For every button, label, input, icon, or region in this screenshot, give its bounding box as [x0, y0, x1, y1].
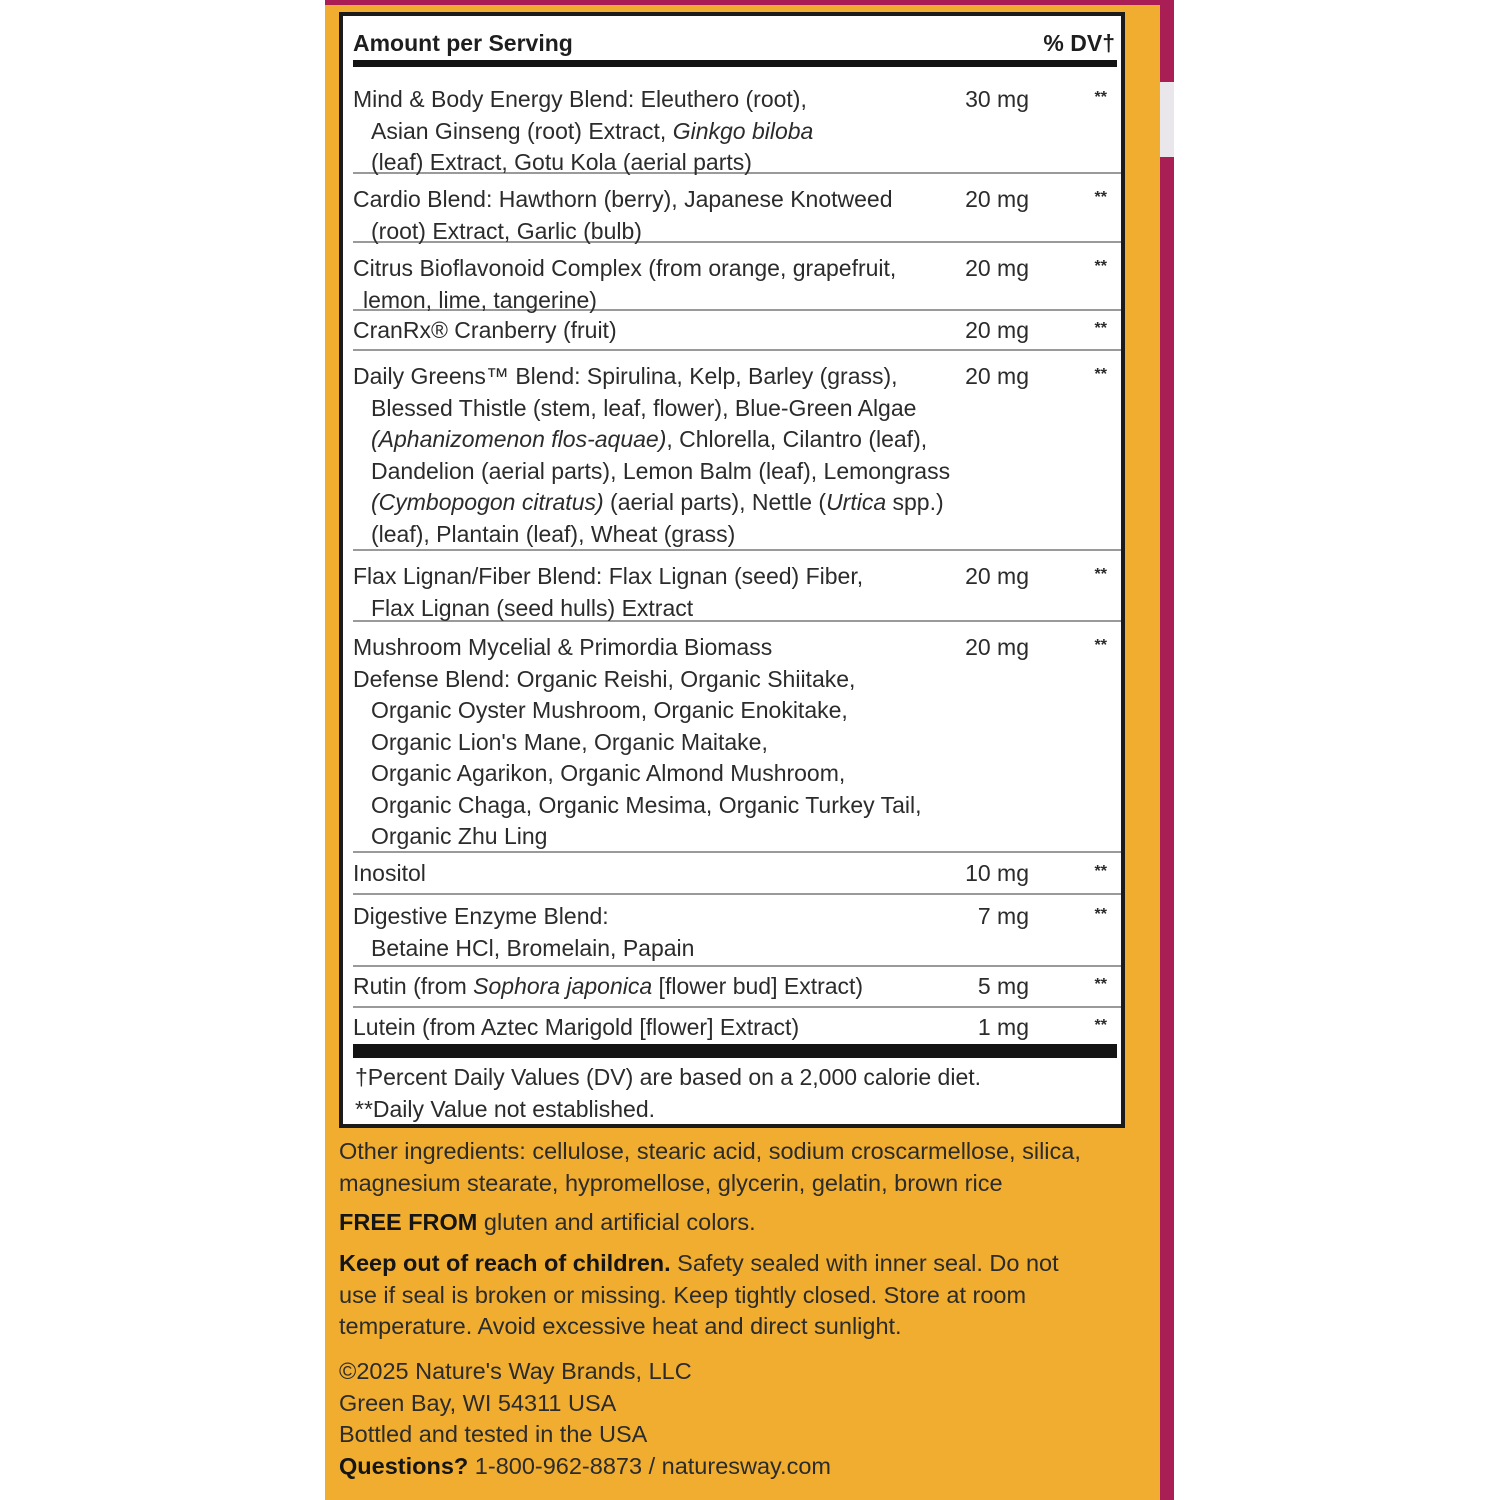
- ingredient-amount: 20 mg: [965, 255, 1029, 281]
- copyright: ©2025 Nature's Way Brands, LLC: [339, 1358, 692, 1384]
- dv-footnote: †Percent Daily Values (DV) are based on a 2,000 calorie diet.: [355, 1064, 982, 1090]
- ingredient-line: Asian Ginseng (root) Extract, Ginkgo biloba: [371, 117, 814, 144]
- table-row: [353, 243, 1121, 311]
- ingredient-amount: 1 mg: [977, 1014, 1029, 1040]
- table-row: [353, 853, 1121, 895]
- questions-label: Questions?: [339, 1452, 469, 1479]
- ingredient-name: [353, 253, 923, 316]
- ingredient-name: [353, 184, 923, 247]
- ingredient-name: [353, 361, 951, 550]
- ingredient-line: Organic Lion's Mane, Organic Maitake,: [371, 728, 768, 755]
- table-row: [353, 967, 1121, 1008]
- warning-label: Keep out of reach of children.: [339, 1250, 671, 1276]
- other-ingredients: Other ingredients: cellulose, stearic acid, sodium croscarmellose, silica, magnesium stearate, hypromellose, glycerin, gelatin, brown rice: [339, 1138, 1081, 1196]
- ingredient-dv: **: [1094, 366, 1107, 383]
- ingredient-line: Organic Zhu Ling: [371, 823, 548, 849]
- ingredient-line: Lutein (from Aztec Marigold [flower] Extract): [353, 1014, 800, 1040]
- ingredient-line: Flax Lignan/Fiber Blend: Flax Lignan (seed) Fiber,: [353, 563, 864, 589]
- ingredient-name: [353, 858, 923, 890]
- free-from-label: FREE FROM: [339, 1209, 478, 1235]
- table-row: [353, 311, 1121, 351]
- ingredient-line: (leaf) Extract, Gotu Kola (aerial parts): [371, 149, 752, 175]
- table-row: [353, 551, 1121, 622]
- ingredient-line: Blessed Thistle (stem, leaf, flower), Blue-Green Algae: [371, 394, 917, 421]
- company-info: [339, 1356, 1139, 1482]
- ingredient-line: (leaf), Plantain (leaf), Wheat (grass): [371, 520, 736, 547]
- free-from-statement: [339, 1207, 1139, 1239]
- origin-statement: Bottled and tested in the USA: [339, 1421, 648, 1447]
- ingredient-dv: **: [1094, 976, 1107, 993]
- ingredient-amount: 10 mg: [965, 860, 1029, 886]
- ingredient-line: Organic Agarikon, Organic Almond Mushroom,: [371, 760, 846, 786]
- ingredient-dv: **: [1094, 863, 1107, 880]
- contact-info: 1-800-962-8873 / naturesway.com: [468, 1452, 831, 1479]
- facts-header: [353, 24, 1115, 60]
- ingredient-dv: **: [1094, 320, 1107, 337]
- ingredient-line: Betaine HCl, Bromelain, Papain: [371, 934, 695, 961]
- ingredient-rows: [353, 74, 1121, 1049]
- ingredient-line: Inositol: [353, 860, 426, 886]
- ingredient-name: [353, 901, 923, 964]
- ingredient-name: [353, 84, 923, 179]
- warning-statement: [339, 1248, 1099, 1343]
- ingredient-name: [353, 632, 923, 853]
- ingredient-line: Organic Oyster Mushroom, Organic Enokitake,: [371, 697, 848, 723]
- side-stripe-tab: [1160, 82, 1174, 157]
- ingredient-line: Mushroom Mycelial & Primordia Biomass: [353, 634, 773, 660]
- ingredient-line: lemon, lime, tangerine): [363, 286, 597, 313]
- ingredient-dv: **: [1094, 258, 1107, 275]
- free-from-text: gluten and artificial colors.: [477, 1209, 756, 1235]
- questions-line: [339, 1451, 1139, 1483]
- ingredient-name: [353, 315, 923, 347]
- ingredient-dv: **: [1094, 906, 1107, 923]
- table-row: [353, 622, 1121, 853]
- ingredient-line: Mind & Body Energy Blend: Eleuthero (root),: [353, 86, 807, 112]
- ingredient-amount: 20 mg: [965, 634, 1029, 660]
- dv-not-established-footnote: **Daily Value not established.: [355, 1095, 656, 1122]
- ingredient-line: Cardio Blend: Hawthorn (berry), Japanese Knotweed: [353, 186, 893, 212]
- ingredient-dv: **: [1094, 189, 1107, 206]
- company-address: Green Bay, WI 54311 USA: [339, 1389, 617, 1416]
- daily-value-heading: % DV†: [1043, 30, 1115, 56]
- table-row: [353, 895, 1121, 967]
- table-row: [353, 174, 1121, 243]
- warning-text: Safety sealed with inner seal. Do not use if seal is broken or missing. Keep tightly closed. Store at room temperature. Avoid excessive heat and direct sunlight.: [339, 1250, 1059, 1339]
- ingredient-amount: 7 mg: [977, 903, 1029, 929]
- side-stripe: [1160, 0, 1174, 1500]
- ingredient-line: Dandelion (aerial parts), Lemon Balm (leaf), Lemongrass: [371, 457, 951, 484]
- ingredient-name: [353, 971, 923, 1003]
- ingredient-line: Daily Greens™ Blend: Spirulina, Kelp, Barley (grass),: [353, 363, 898, 389]
- ingredient-line: Citrus Bioflavonoid Complex (from orange, grapefruit,: [353, 255, 897, 281]
- ingredient-line: Rutin (from Sophora japonica [flower bud] Extract): [353, 973, 864, 999]
- ingredient-line: CranRx® Cranberry (fruit): [353, 317, 617, 343]
- facts-footnotes: [355, 1062, 981, 1125]
- ingredient-dv: **: [1094, 637, 1107, 654]
- footer-rule: [353, 1044, 1117, 1058]
- table-row: [353, 351, 1121, 551]
- ingredient-dv: **: [1094, 566, 1107, 583]
- amount-per-serving-heading: Amount per Serving: [353, 30, 573, 56]
- ingredient-dv: **: [1094, 1017, 1107, 1034]
- supplement-facts-panel: [339, 12, 1125, 1128]
- table-row: [353, 74, 1121, 174]
- ingredient-amount: 5 mg: [977, 973, 1029, 999]
- ingredient-line: (Aphanizomenon flos-aquae), Chlorella, Cilantro (leaf),: [371, 426, 928, 452]
- ingredient-amount: 20 mg: [965, 563, 1029, 589]
- ingredient-line: Flax Lignan (seed hulls) Extract: [371, 594, 694, 621]
- ingredient-line: (Cymbopogon citratus) (aerial parts), Nettle (Urtica spp.): [371, 489, 944, 515]
- header-rule: [353, 60, 1117, 67]
- ingredient-line: Digestive Enzyme Blend:: [353, 903, 609, 929]
- ingredient-amount: 20 mg: [965, 363, 1029, 389]
- ingredient-amount: 20 mg: [965, 186, 1029, 212]
- ingredient-name: [353, 561, 923, 624]
- ingredient-line: (root) Extract, Garlic (bulb): [371, 217, 642, 244]
- ingredient-amount: 30 mg: [965, 86, 1029, 112]
- ingredient-name: [353, 1012, 923, 1044]
- ingredient-line: Defense Blend: Organic Reishi, Organic Shiitake,: [353, 665, 856, 692]
- ingredient-dv: **: [1094, 89, 1107, 106]
- table-row: [353, 1008, 1121, 1049]
- ingredient-line: Organic Chaga, Organic Mesima, Organic Turkey Tail,: [371, 791, 922, 818]
- label-top-edge: [325, 0, 1174, 5]
- ingredient-amount: 20 mg: [965, 317, 1029, 343]
